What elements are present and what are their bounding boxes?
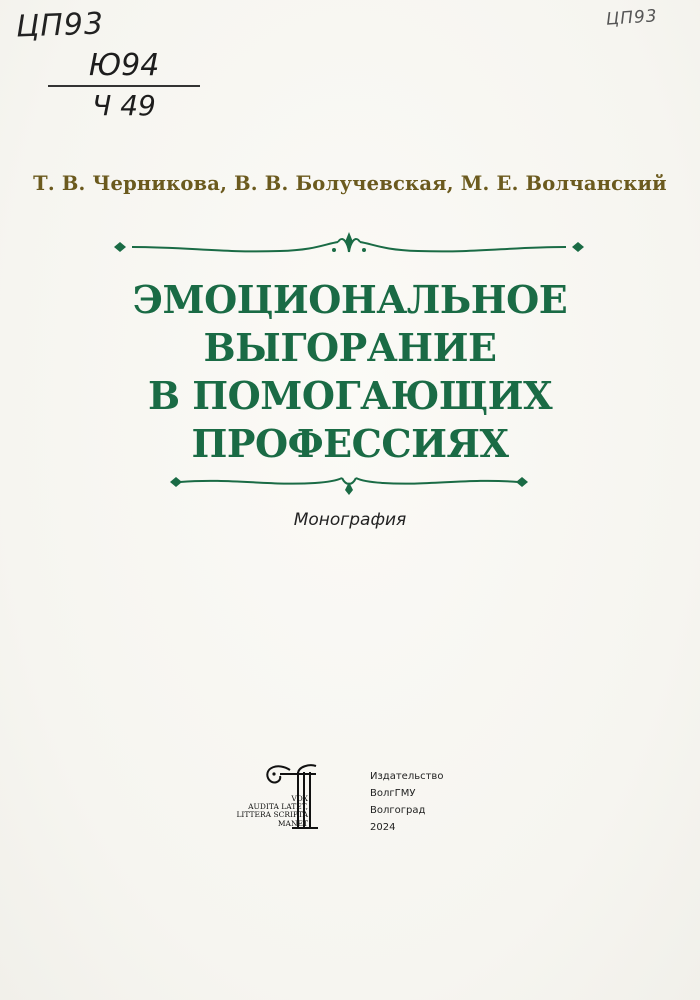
handwritten-author-mark: Ч 49	[92, 89, 156, 122]
motto-line: VOX	[291, 794, 308, 803]
motto-line: LITTERA SCRIPTA	[236, 810, 308, 820]
publication-year: 2024	[370, 822, 396, 833]
ornament-top-icon	[110, 230, 588, 264]
publisher-name: ВолгГМУ	[370, 788, 416, 799]
genre-label: Монография	[293, 510, 407, 530]
title-line-1: ЭМОЦИОНАЛЬНОЕ	[132, 277, 568, 322]
publisher-label: Издательство	[370, 771, 444, 782]
title-line-3: В ПОМОГАЮЩИХ	[147, 373, 553, 418]
handwritten-shelf-code-right: ЦП93	[605, 6, 659, 30]
handwritten-shelf-code: ЦП93	[15, 6, 105, 45]
publisher-info	[370, 768, 443, 836]
motto-line: AUDITA LATET,	[248, 802, 308, 812]
title-line-4: ПРОФЕССИЯХ	[191, 421, 509, 466]
title-line-2: ВЫГОРАНИЕ	[203, 325, 497, 370]
handwritten-class-number: Ю94	[88, 48, 160, 83]
book-title	[0, 276, 700, 468]
motto-line: MANET	[277, 818, 308, 828]
publication-city: Волгоград	[370, 805, 426, 816]
authors: Т. В. Черникова, В. В. Болучевская, М. Е. Волчанский	[33, 172, 667, 195]
logo-motto	[228, 795, 308, 828]
handwritten-divider	[48, 85, 200, 87]
handwritten-call-number	[48, 48, 200, 122]
ornament-bottom-icon	[110, 468, 588, 496]
